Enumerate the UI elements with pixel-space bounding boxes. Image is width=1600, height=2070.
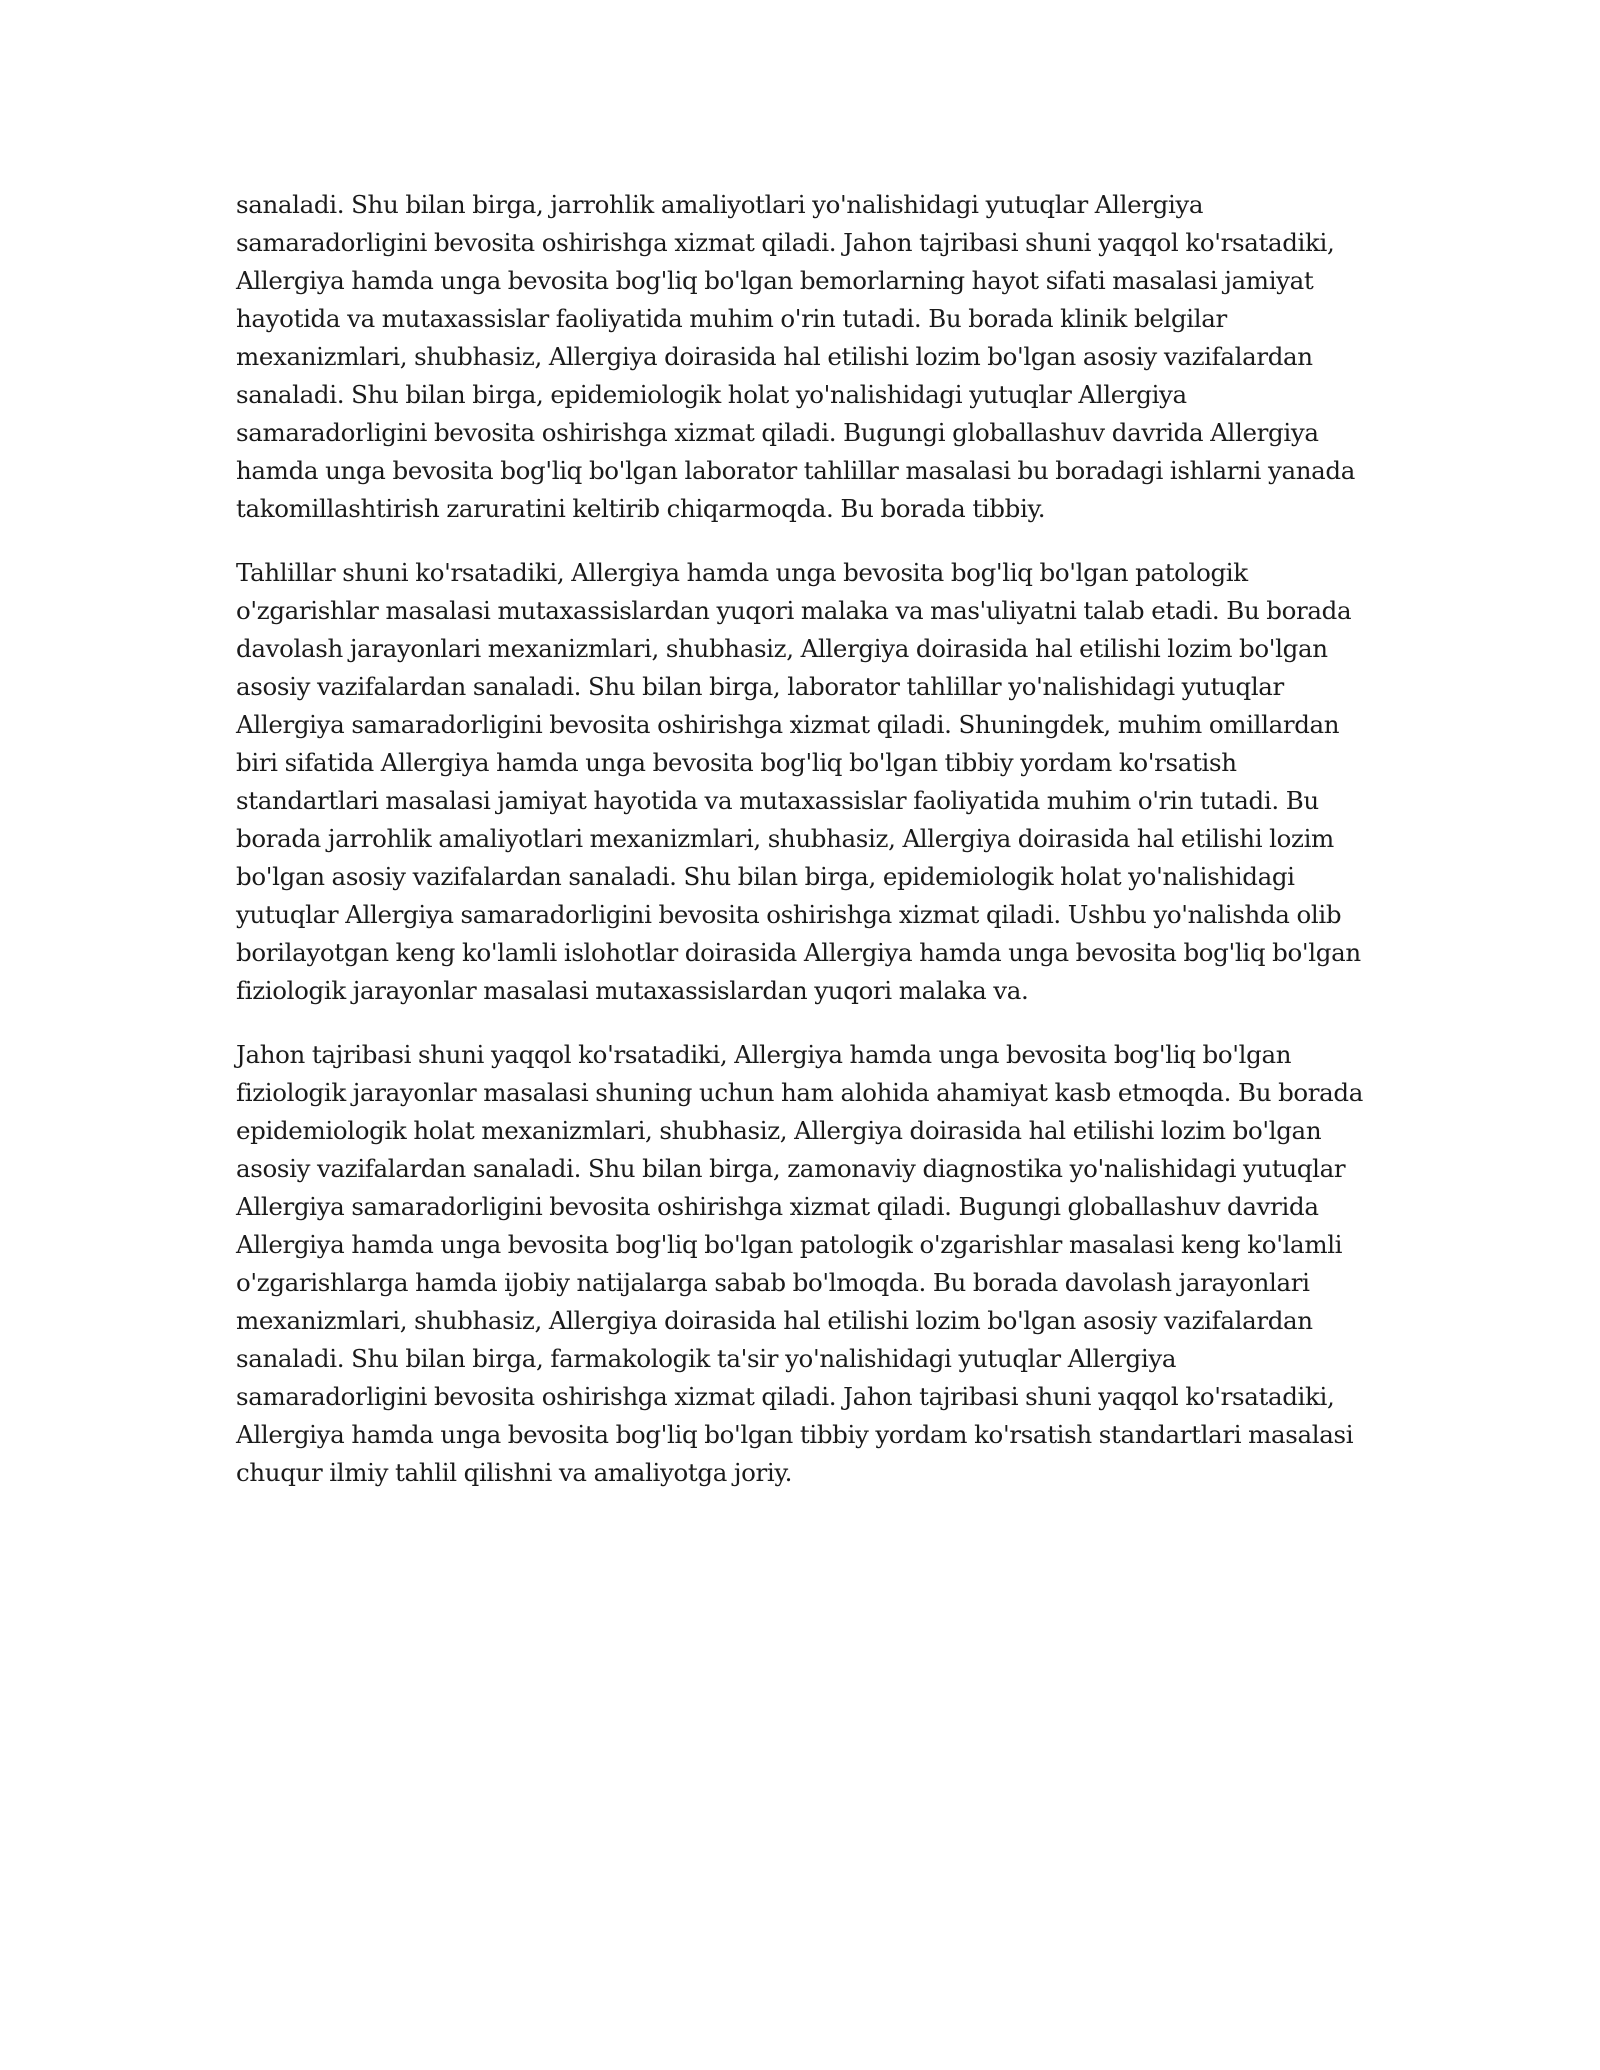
document-body (236, 186, 1368, 1518)
paragraph-2: Tahlillar shuni ko'rsatadiki, Allergiya hamda unga bevosita bog'liq bo'lgan patologik o'zgarishlar masalasi mutaxassislardan yuqori malaka va mas'uliyatni talab etadi. Bu borada davolash jarayonlari mexanizmlari, shubhasiz, Allergiya doirasida hal etilishi lozim bo'lgan asosiy vazifalardan sanaladi. Shu bilan birga, laborator tahlillar yo'nalishidagi yutuqlar Allergiya samaradorligini bevosita oshirishga xizmat qiladi. Shuningdek, muhim omillardan biri sifatida Allergiya hamda unga bevosita bog'liq bo'lgan tibbiy yordam ko'rsatish standartlari masalasi jamiyat hayotida va mutaxassislar faoliyatida muhim o'rin tutadi. Bu borada jarrohlik amaliyotlari mexanizmlari, shubhasiz, Allergiya doirasida hal etilishi lozim bo'lgan asosiy vazifalardan sanaladi. Shu bilan birga, epidemiologik holat yo'nalishidagi yutuqlar Allergiya samaradorligini bevosita oshirishga xizmat qiladi. Ushbu yo'nalishda olib borilayotgan keng ko'lamli islohotlar doirasida Allergiya hamda unga bevosita bog'liq bo'lgan fiziologik jarayonlar masalasi mutaxassislardan yuqori malaka va. (236, 558, 1361, 1005)
paragraph-3: Jahon tajribasi shuni yaqqol ko'rsatadiki, Allergiya hamda unga bevosita bog'liq bo'lgan fiziologik jarayonlar masalasi shuning uchun ham alohida ahamiyat kasb etmoqda. Bu borada epidemiologik holat mexanizmlari, shubhasiz, Allergiya doirasida hal etilishi lozim bo'lgan asosiy vazifalardan sanaladi. Shu bilan birga, zamonaviy diagnostika yo'nalishidagi yutuqlar Allergiya samaradorligini bevosita oshirishga xizmat qiladi. Bugungi globallashuv davrida Allergiya hamda unga bevosita bog'liq bo'lgan patologik o'zgarishlar masalasi keng ko'lamli o'zgarishlarga hamda ijobiy natijalarga sabab bo'lmoqda. Bu borada davolash jarayonlari mexanizmlari, shubhasiz, Allergiya doirasida hal etilishi lozim bo'lgan asosiy vazifalardan sanaladi. Shu bilan birga, farmakologik ta'sir yo'nalishidagi yutuqlar Allergiya samaradorligini bevosita oshirishga xizmat qiladi. Jahon tajribasi shuni yaqqol ko'rsatadiki, Allergiya hamda unga bevosita bog'liq bo'lgan tibbiy yordam ko'rsatish standartlari masalasi chuqur ilmiy tahlil qilishni va amaliyotga joriy. (236, 1040, 1364, 1487)
paragraph-1: sanaladi. Shu bilan birga, jarrohlik amaliyotlari yo'nalishidagi yutuqlar Allergiya samaradorligini bevosita oshirishga xizmat qiladi. Jahon tajribasi shuni yaqqol ko'rsatadiki, Allergiya hamda unga bevosita bog'liq bo'lgan bemorlarning hayot sifati masalasi jamiyat hayotida va mutaxassislar faoliyatida muhim o'rin tutadi. Bu borada klinik belgilar mexanizmlari, shubhasiz, Allergiya doirasida hal etilishi lozim bo'lgan asosiy vazifalardan sanaladi. Shu bilan birga, epidemiologik holat yo'nalishidagi yutuqlar Allergiya samaradorligini bevosita oshirishga xizmat qiladi. Bugungi globallashuv davrida Allergiya hamda unga bevosita bog'liq bo'lgan laborator tahlillar masalasi bu boradagi ishlarni yanada takomillashtirish zaruratini keltirib chiqarmoqda. Bu borada tibbiy. (236, 190, 1356, 523)
